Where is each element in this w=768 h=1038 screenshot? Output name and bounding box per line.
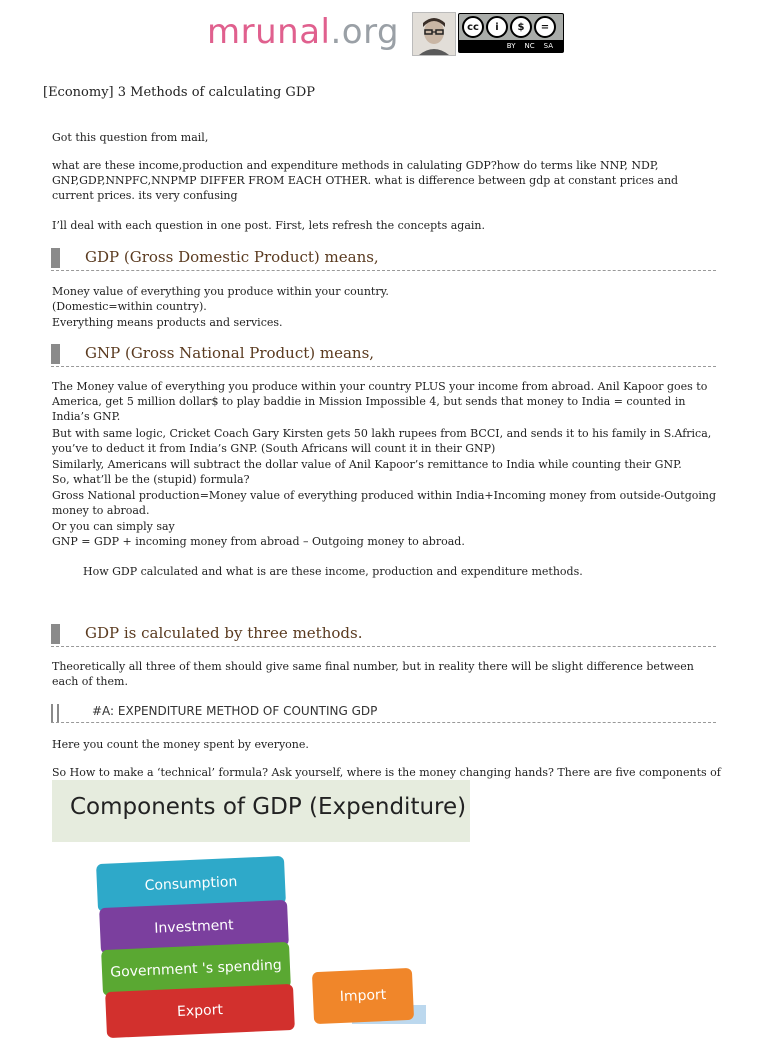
gdp-definition: Money value of everything you produce within your country.	[52, 285, 389, 298]
gnp-long-formula: Gross National production=Money value of everything produced within India+Incoming money from outside-Outgoing money to abroad.	[52, 489, 717, 517]
logo-main: mrunal	[207, 12, 331, 52]
expenditure-heading-label: #A: EXPENDITURE METHOD OF COUNTING GDP	[92, 704, 378, 718]
methods-question: How GDP calculated and what is are these income, production and expenditure methods.	[83, 565, 583, 578]
gnp-definition: The Money value of everything you produce within your country PLUS your income from abroad. Anil Kapoor goes to America, get 5 million dollar$ to play baddie in Mission Impossible 4, but sends that money to India = counted in India’s GNP.	[52, 380, 708, 423]
block-import: Import	[312, 968, 414, 1024]
license-by-label: BY	[506, 42, 516, 50]
gnp-americans-note: Similarly, Americans will subtract the dollar value of Anil Kapoor’s remittance to India while counting their GNP.	[52, 458, 682, 471]
gdp-components-figure	[52, 780, 472, 1024]
figure-title: Components of GDP (Expenditure)	[70, 794, 467, 820]
block-investment: Investment	[99, 900, 289, 954]
site-logo[interactable]	[207, 12, 399, 52]
block-export: Export	[105, 984, 295, 1038]
site-header	[0, 10, 768, 56]
block-consumption: Consumption	[96, 856, 286, 912]
gnp-kirsten-example: But with same logic, Cricket Coach Gary Kirsten gets 50 lakh rupees from BCCI, and sends it to his family in S.Africa, you’ve to deduct it from India’s GNP. (South Africans will count it in their GNP)	[52, 427, 712, 455]
expenditure-intro: Here you count the money spent by everyone.	[52, 738, 309, 751]
license-sa-label: SA	[543, 42, 553, 50]
noncommercial-icon: $	[510, 16, 532, 38]
methods-heading	[51, 622, 716, 647]
block-government-spending: Government 's spending	[101, 942, 291, 996]
methods-heading-label: GDP is calculated by three methods.	[85, 624, 363, 642]
gnp-heading	[51, 342, 716, 367]
sharealike-icon: =	[534, 16, 556, 38]
creative-commons-license-badge[interactable]	[458, 13, 564, 53]
gdp-heading	[51, 246, 716, 271]
heading-bar-icon	[51, 624, 60, 644]
methods-text: Theoretically all three of them should give same final number, but in reality there will be slight difference between each of them.	[52, 660, 694, 688]
subheading-bars-icon	[51, 704, 61, 722]
gdp-heading-label: GDP (Gross Domestic Product) means,	[85, 248, 379, 266]
heading-bar-icon	[51, 344, 60, 364]
gnp-formula-question: So, what’ll be the (stupid) formula?	[52, 473, 250, 486]
gdp-everything-note: Everything means products and services.	[52, 316, 283, 329]
gnp-heading-label: GNP (Gross National Product) means,	[85, 344, 375, 362]
cc-icon: cc	[462, 16, 484, 38]
article-title: [Economy] 3 Methods of calculating GDP	[43, 85, 315, 100]
figure-title-bar	[52, 780, 470, 842]
gnp-formula: GNP = GDP + incoming money from abroad – Outgoing money to abroad.	[52, 535, 465, 548]
logo-tld: org	[341, 12, 400, 52]
intro-note: I’ll deal with each question in one post. First, lets refresh the concepts again.	[52, 219, 486, 232]
intro-question: what are these income,production and expenditure methods in calulating GDP?how do terms like NNP, NDP, GNP,GDP,NNPFC,NNPMP DIFFER FROM EACH OTHER. what is difference between gdp at constant prices and current prices. its very confusing	[52, 159, 679, 202]
logo-dot: .	[330, 12, 342, 52]
intro-line: Got this question from mail,	[52, 131, 209, 144]
expenditure-question: So How to make a ‘technical’ formula? Ask yourself, where is the money changing hands? There are five components of	[52, 766, 721, 779]
author-photo-icon	[412, 12, 456, 56]
attribution-icon: i	[486, 16, 508, 38]
license-nc-label: NC	[524, 42, 535, 50]
expenditure-heading	[51, 702, 716, 723]
gdp-domestic-note: (Domestic=within country).	[52, 300, 207, 313]
gnp-simple-say: Or you can simply say	[52, 520, 175, 533]
heading-bar-icon	[51, 248, 60, 268]
